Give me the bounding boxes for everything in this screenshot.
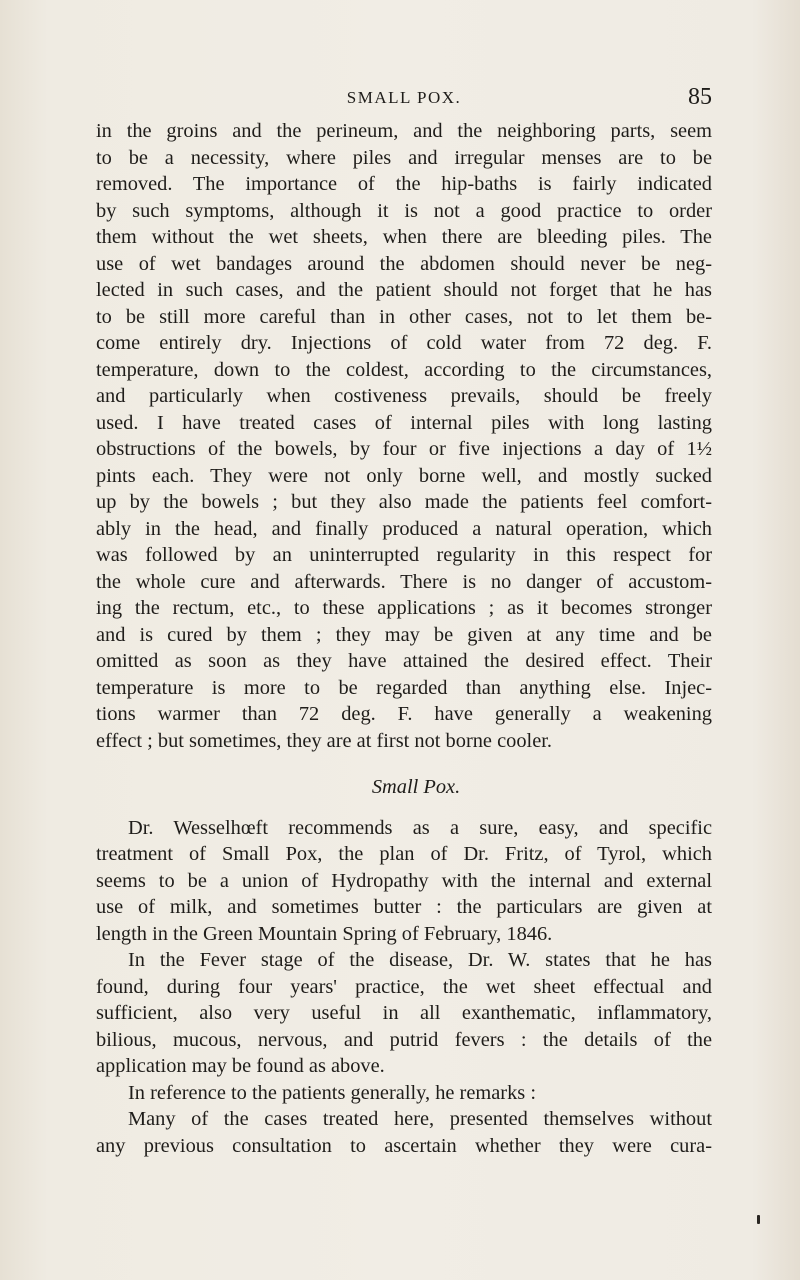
text-line: bilious, mucous, nervous, and putrid fevers : the details of the bbox=[96, 1028, 712, 1051]
text-line: pints each. They were not only borne well, and mostly sucked bbox=[96, 464, 712, 487]
text-line: and particularly when costiveness prevails, should be freely bbox=[96, 385, 712, 407]
text-line: by such symptoms, although it is not a good practice to order bbox=[96, 199, 712, 222]
text-line: used. I have treated cases of internal piles with long lasting bbox=[96, 411, 712, 434]
paragraph-piles bbox=[96, 118, 712, 754]
page-body bbox=[96, 118, 712, 1159]
text-line: them without the wet sheets, when there are bleeding piles. The bbox=[96, 226, 712, 248]
running-head: SMALL POX. bbox=[346, 88, 462, 107]
text-line: any previous consultation to ascertain whether they were cura- bbox=[96, 1134, 712, 1157]
text-line: lected in such cases, and the patient should not forget that he has bbox=[96, 279, 712, 301]
section-heading: Small Pox. bbox=[371, 776, 461, 798]
paragraph-cases bbox=[96, 1106, 712, 1159]
text-line: the whole cure and afterwards. There is no danger of accustom- bbox=[96, 570, 712, 593]
text-line: up by the bowels ; but they also made the patients feel comfort- bbox=[96, 491, 712, 513]
text-line: temperature, down to the coldest, according to the circumstances, bbox=[96, 358, 712, 381]
paragraph-fever-stage bbox=[96, 947, 712, 1080]
text-line: use of wet bandages around the abdomen should never be neg- bbox=[96, 252, 712, 275]
text-line: length in the Green Mountain Spring of February, 1846. bbox=[96, 922, 553, 945]
text-line: Many of the cases treated here, presented themselves without bbox=[128, 1108, 712, 1130]
page-header bbox=[96, 84, 712, 112]
text-line: was followed by an uninterrupted regularity in this respect for bbox=[96, 544, 712, 566]
text-line: sufficient, also very useful in all exanthematic, inflammatory, bbox=[96, 1002, 712, 1024]
text-line: in the groins and the perineum, and the neighboring parts, seem bbox=[96, 120, 712, 142]
paragraph-small-pox-treatment bbox=[96, 815, 712, 948]
ink-speck bbox=[757, 1215, 760, 1224]
text-line: temperature is more to be regarded than anything else. Injec- bbox=[96, 676, 712, 699]
text-line: obstructions of the bowels, by four or five injections a day of 1½ bbox=[96, 438, 712, 460]
text-line: tions warmer than 72 deg. F. have generally a weakening bbox=[96, 703, 712, 725]
text-line: come entirely dry. Injections of cold water from 72 deg. F. bbox=[96, 332, 712, 354]
text-line: to be a necessity, where piles and irregular menses are to be bbox=[96, 146, 712, 169]
text-line: In reference to the patients generally, he remarks : bbox=[128, 1081, 536, 1104]
page-number: 85 bbox=[688, 84, 712, 110]
text-line: treatment of Small Pox, the plan of Dr. Fritz, of Tyrol, which bbox=[96, 843, 712, 865]
text-line: ably in the head, and finally produced a natural operation, which bbox=[96, 517, 712, 540]
text-line: omitted as soon as they have attained the desired effect. Their bbox=[96, 650, 712, 672]
text-line: use of milk, and sometimes butter : the particulars are given at bbox=[96, 896, 712, 918]
text-line: to be still more careful than in other cases, not to let them be- bbox=[96, 305, 712, 328]
text-line: seems to be a union of Hydropathy with the internal and external bbox=[96, 869, 712, 892]
text-line: application may be found as above. bbox=[96, 1055, 385, 1077]
text-line: Dr. Wesselhœft recommends as a sure, easy, and specific bbox=[128, 816, 712, 839]
text-line: found, during four years' practice, the wet sheet effectual and bbox=[96, 975, 712, 998]
text-line: effect ; but sometimes, they are at first not borne cooler. bbox=[96, 729, 553, 752]
paragraph-patients-remark bbox=[96, 1080, 712, 1107]
text-line: removed. The importance of the hip-baths is fairly indicated bbox=[96, 173, 712, 195]
text-line: and is cured by them ; they may be given at any time and be bbox=[96, 623, 712, 646]
text-line: In the Fever stage of the disease, Dr. W. states that he has bbox=[128, 949, 712, 971]
text-line: ing the rectum, etc., to these applications ; as it becomes stronger bbox=[96, 597, 712, 619]
